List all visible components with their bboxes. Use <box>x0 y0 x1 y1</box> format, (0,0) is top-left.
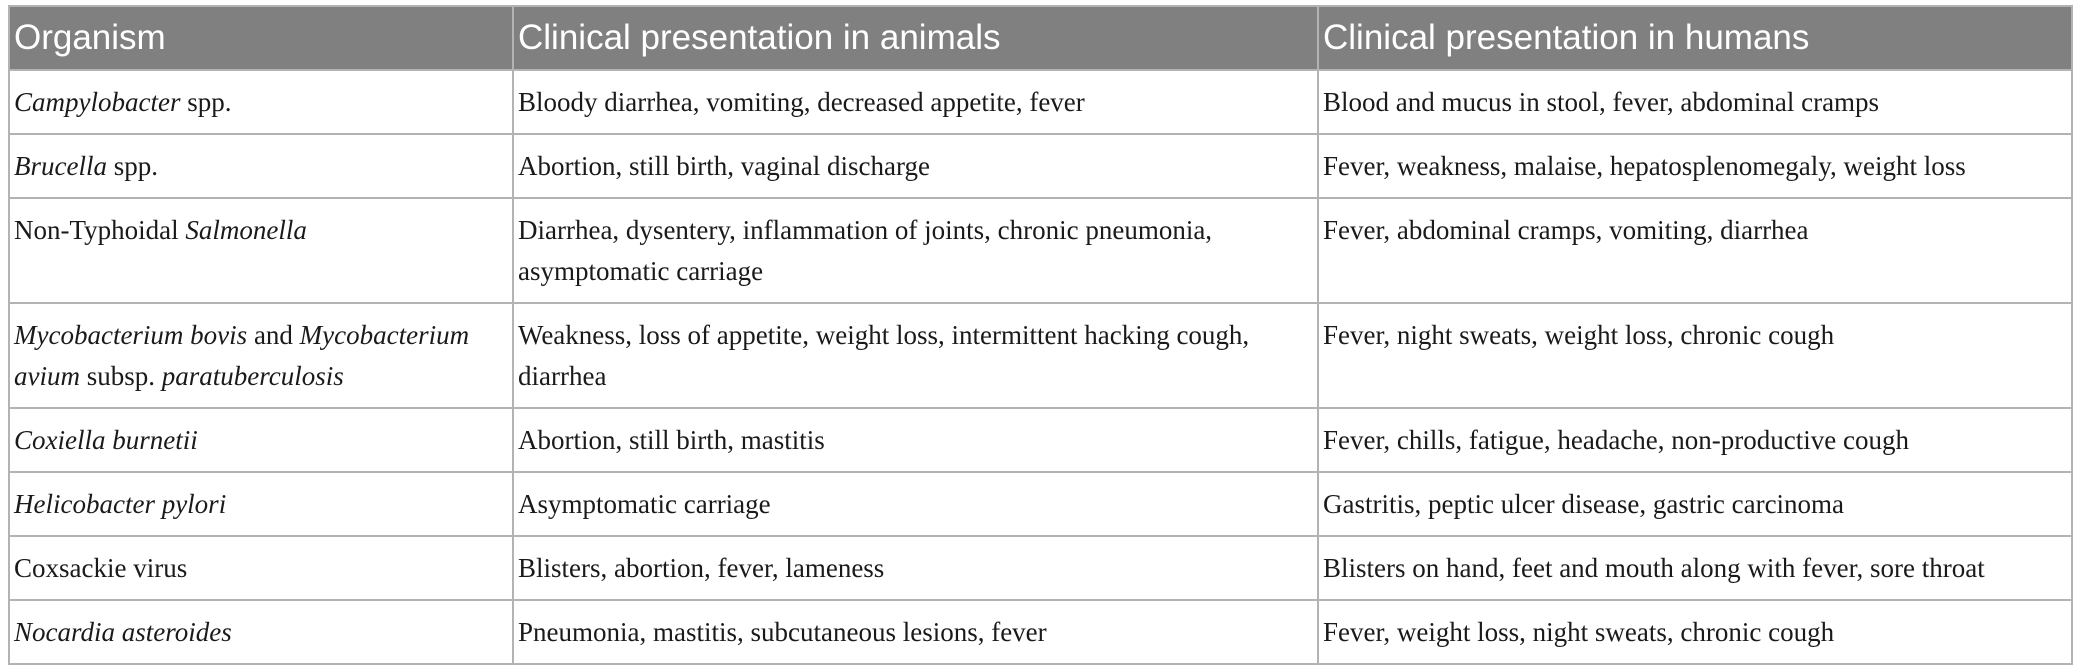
humans-cell: Fever, weakness, malaise, hepatosplenomegaly, weight loss <box>1318 134 2072 198</box>
humans-cell: Fever, night sweats, weight loss, chronic cough <box>1318 303 2072 408</box>
organism-italic: Coxiella burnetii <box>14 425 198 455</box>
humans-cell: Fever, abdominal cramps, vomiting, diarrhea <box>1318 198 2072 303</box>
organism-italic: Mycobacterium avium <box>14 320 470 391</box>
animals-cell: Diarrhea, dysentery, inflammation of joints, chronic pneumonia, asymptomatic carriage <box>513 198 1318 303</box>
table-row <box>9 600 2072 664</box>
organism-text: Coxsackie virus <box>14 553 188 583</box>
organism-cell <box>9 408 513 472</box>
animals-cell: Asymptomatic carriage <box>513 472 1318 536</box>
organism-italic: Helicobacter pylori <box>14 489 227 519</box>
animals-cell: Pneumonia, mastitis, subcutaneous lesions, fever <box>513 600 1318 664</box>
table-row <box>9 536 2072 600</box>
animals-cell: Abortion, still birth, vaginal discharge <box>513 134 1318 198</box>
table-row <box>9 408 2072 472</box>
organism-italic: Mycobacterium bovis <box>14 320 248 350</box>
humans-cell: Blood and mucus in stool, fever, abdominal cramps <box>1318 70 2072 134</box>
animals-cell: Bloody diarrhea, vomiting, decreased appetite, fever <box>513 70 1318 134</box>
header-organism: Organism <box>9 6 513 70</box>
animals-cell: Weakness, loss of appetite, weight loss, intermittent hacking cough, diarrhea <box>513 303 1318 408</box>
header-humans: Clinical presentation in humans <box>1318 6 2072 70</box>
organism-cell <box>9 536 513 600</box>
humans-cell: Gastritis, peptic ulcer disease, gastric carcinoma <box>1318 472 2072 536</box>
organism-italic: Salmonella <box>185 215 307 245</box>
organism-cell <box>9 134 513 198</box>
humans-cell: Fever, weight loss, night sweats, chronic cough <box>1318 600 2072 664</box>
organism-italic: Nocardia asteroides <box>14 617 232 647</box>
table-row <box>9 70 2072 134</box>
organism-text: Non-Typhoidal <box>14 215 186 245</box>
organism-cell <box>9 70 513 134</box>
organism-text: subsp. <box>79 361 162 391</box>
organism-cell <box>9 303 513 408</box>
organism-text: spp. <box>106 151 158 181</box>
organism-italic: Campylobacter <box>14 87 181 117</box>
table-row <box>9 472 2072 536</box>
organism-cell <box>9 600 513 664</box>
organism-text: and <box>247 320 300 350</box>
animals-cell: Abortion, still birth, mastitis <box>513 408 1318 472</box>
humans-cell: Blisters on hand, feet and mouth along with fever, sore throat <box>1318 536 2072 600</box>
organism-cell <box>9 198 513 303</box>
animals-cell: Blisters, abortion, fever, lameness <box>513 536 1318 600</box>
organism-text: spp. <box>180 87 232 117</box>
organism-cell <box>9 472 513 536</box>
clinical-presentation-table <box>8 5 2073 665</box>
organism-italic: paratuberculosis <box>161 361 344 391</box>
header-animals: Clinical presentation in animals <box>513 6 1318 70</box>
humans-cell: Fever, chills, fatigue, headache, non-productive cough <box>1318 408 2072 472</box>
organism-italic: Brucella <box>14 151 107 181</box>
table-row <box>9 198 2072 303</box>
header-row <box>9 6 2072 70</box>
table-row <box>9 303 2072 408</box>
table-row <box>9 134 2072 198</box>
